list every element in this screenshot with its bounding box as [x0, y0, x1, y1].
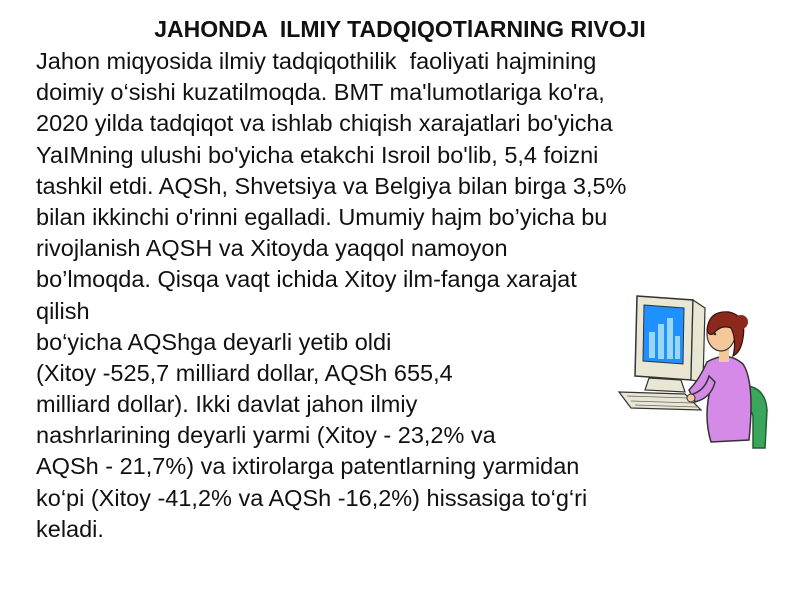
- body-line-10: bo‘yicha AQShga deyarli yetib oldi: [36, 328, 392, 355]
- slide-title: JAHONDA ILMIY TADQIQOTlARNING RIVOJI: [154, 16, 646, 42]
- body-line-2: doimiy o‘sishi kuzatilmoqda. BMT ma'lumotlariga ko'ra,: [36, 79, 605, 106]
- body-line-11: (Xitoy -525,7 milliard dollar, AQSh 655,4: [36, 359, 453, 386]
- body-line-15: ko‘pi (Xitoy -41,2% va AQSh -16,2%) hissasiga to‘g‘ri: [36, 484, 588, 511]
- body-line-14: AQSh - 21,7%) va ixtirolarga patentlarning yarmidan: [36, 453, 580, 480]
- body-line-9: qilish: [36, 297, 90, 324]
- body-line-5: tashkil etdi. AQSh, Shvetsiya va Belgiya bilan birga 3,5%: [36, 172, 627, 199]
- body-line-12: milliard dollar). Ikki davlat jahon ilmiy: [36, 391, 418, 418]
- body-line-4: YaIMning ulushi bo'yicha etakchi Isroil bo'lib, 5,4 foizni: [36, 141, 599, 168]
- woman-at-computer-icon: [615, 290, 775, 450]
- body-line-7: rivojlanish AQSH va Xitoyda yaqqol namoyon: [36, 235, 508, 262]
- body-line-1: Jahon miqyosida ilmiy tadqiqothilik faoliyati hajmining: [36, 48, 597, 74]
- body-line-8: bo’lmoqda. Qisqa vaqt ichida Xitoy ilm-fanga xarajat: [36, 266, 577, 293]
- body-line-3: 2020 yilda tadqiqot va ishlab chiqish xarajatlari bo'yicha: [36, 110, 613, 137]
- body-line-16: keladi.: [36, 515, 104, 542]
- body-line-6: bilan ikkinchi o'rinni egalladi. Umumiy hajm bo’yicha bu: [36, 203, 608, 230]
- body-line-13: nashrlarining deyarli yarmi (Xitoy - 23,2% va: [36, 422, 496, 449]
